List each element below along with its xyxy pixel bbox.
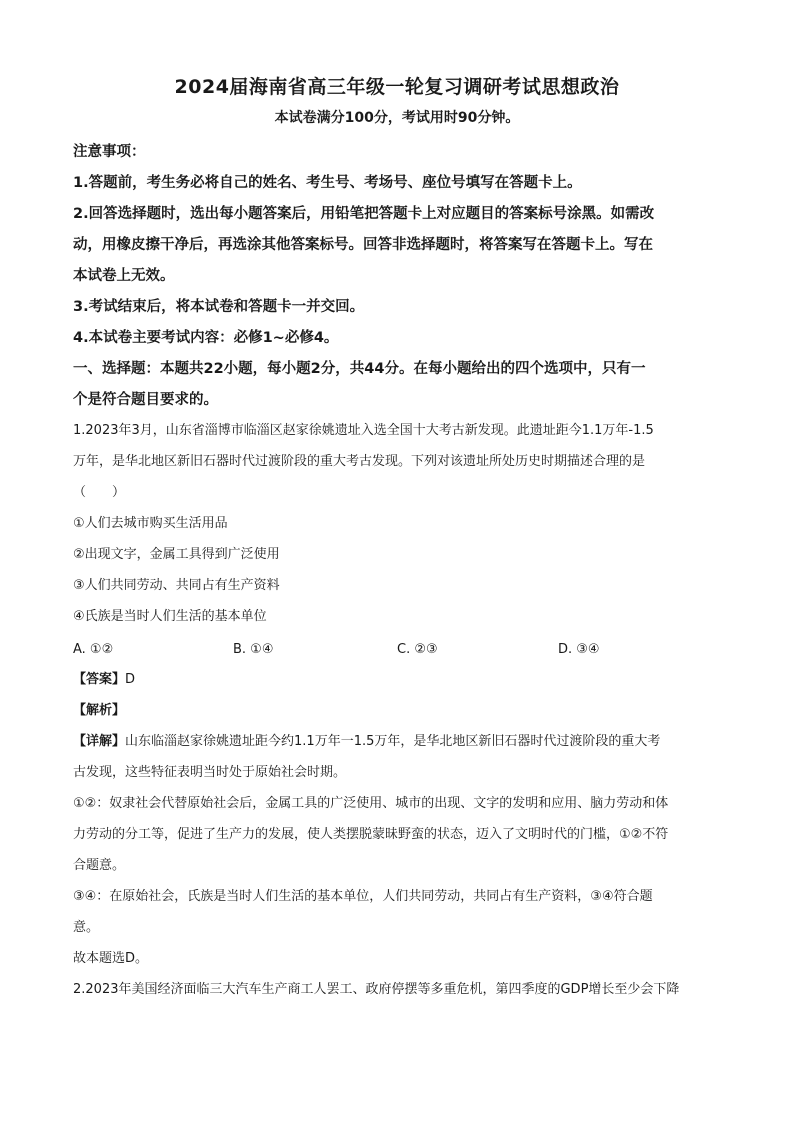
option-d: D. ③④ xyxy=(558,642,600,657)
option-b: B. ①④ xyxy=(233,642,274,657)
q1-statement: ④氏族是当时人们生活的基本单位 xyxy=(73,609,267,624)
option-c: C. ②③ xyxy=(397,642,438,657)
detail-text: 山东临淄赵家徐姚遗址距今约1.1万年一1.5万年，是华北地区新旧石器时代过渡阶段的重大考 xyxy=(125,734,661,749)
notes-section xyxy=(73,137,723,416)
answer-line xyxy=(73,664,728,695)
explanation-line: 意。 xyxy=(73,920,100,935)
option-a: A. ①② xyxy=(73,642,114,657)
page-title: 2024届海南省高三年级一轮复习调研考试思想政治 xyxy=(174,76,620,98)
note-item: 本试卷上无效。 xyxy=(73,268,175,284)
q1-options xyxy=(73,635,723,665)
analysis-tag: 【解析】 xyxy=(73,703,126,718)
q1-statement: ③人们共同劳动、共同占有生产资料 xyxy=(73,578,280,593)
note-item: 2.回答选择题时，选出每小题答案后，用铅笔把答题卡上对应题目的答案标号涂黑。如需改 xyxy=(73,206,655,222)
note-item: 动，用橡皮擦干净后，再选涂其他答案标号。回答非选择题时，将答案写在答题卡上。写在 xyxy=(73,237,653,253)
detail-line: 古发现，这些特征表明当时处于原始社会时期。 xyxy=(73,765,347,780)
section-heading-line1: 一、选择题：本题共22小题，每小题2分，共44分。在每小题给出的四个选项中，只有一 xyxy=(73,361,646,377)
page-subtitle: 本试卷满分100分，考试用时90分钟。 xyxy=(274,110,520,126)
note-item: 1.答题前，考生务必将自己的姓名、考生号、考场号、座位号填写在答题卡上。 xyxy=(73,175,582,191)
answer-tag: 【答案】 xyxy=(73,672,126,687)
question-1-solution xyxy=(73,664,728,1005)
explanation-line: ③④：在原始社会，氏族是当时人们生活的基本单位，人们共同劳动，共同占有生产资料，③④符合题 xyxy=(73,889,653,904)
note-item: 3.考试结束后，将本试卷和答题卡一并交回。 xyxy=(73,299,365,315)
q1-stem-line: 万年，是华北地区新旧石器时代过渡阶段的重大考古发现。下列对该遗址所处历史时期描述合理的是 xyxy=(73,454,646,469)
q1-stem-line: 1.2023年3月，山东省淄博市临淄区赵家徐姚遗址入选全国十大考古新发现。此遗址距今1.1万年-1.5 xyxy=(73,423,654,438)
explanation-line: ①②：奴隶社会代替原始社会后，金属工具的广泛使用、城市的出现、文字的发明和应用、脑力劳动和体 xyxy=(73,796,669,811)
answer-value: D xyxy=(125,672,136,687)
section-heading-line2: 个是符合题目要求的。 xyxy=(73,392,218,408)
detail-tag: 【详解】 xyxy=(73,734,126,749)
q1-statement: ②出现文字，金属工具得到广泛使用 xyxy=(73,547,280,562)
conclusion-line: 故本题选D。 xyxy=(73,951,149,966)
q1-stem-blank: （ ） xyxy=(73,485,126,500)
explanation-line: 力劳动的分工等，促进了生产力的发展，使人类摆脱蒙昧野蛮的状态，迈入了文明时代的门槛，①②不符 xyxy=(73,827,669,842)
question-2-stem: 2.2023年美国经济面临三大汽车生产商工人罢工、政府停摆等多重危机，第四季度的GDP增长至少会下降 xyxy=(73,982,680,997)
note-item: 4.本试卷主要考试内容：必修1~必修4。 xyxy=(73,330,339,346)
detail-line xyxy=(73,726,728,757)
notes-heading: 注意事项： xyxy=(73,144,146,160)
explanation-line: 合题意。 xyxy=(73,858,126,873)
q1-statement: ①人们去城市购买生活用品 xyxy=(73,516,228,531)
question-1-stem xyxy=(73,415,728,632)
